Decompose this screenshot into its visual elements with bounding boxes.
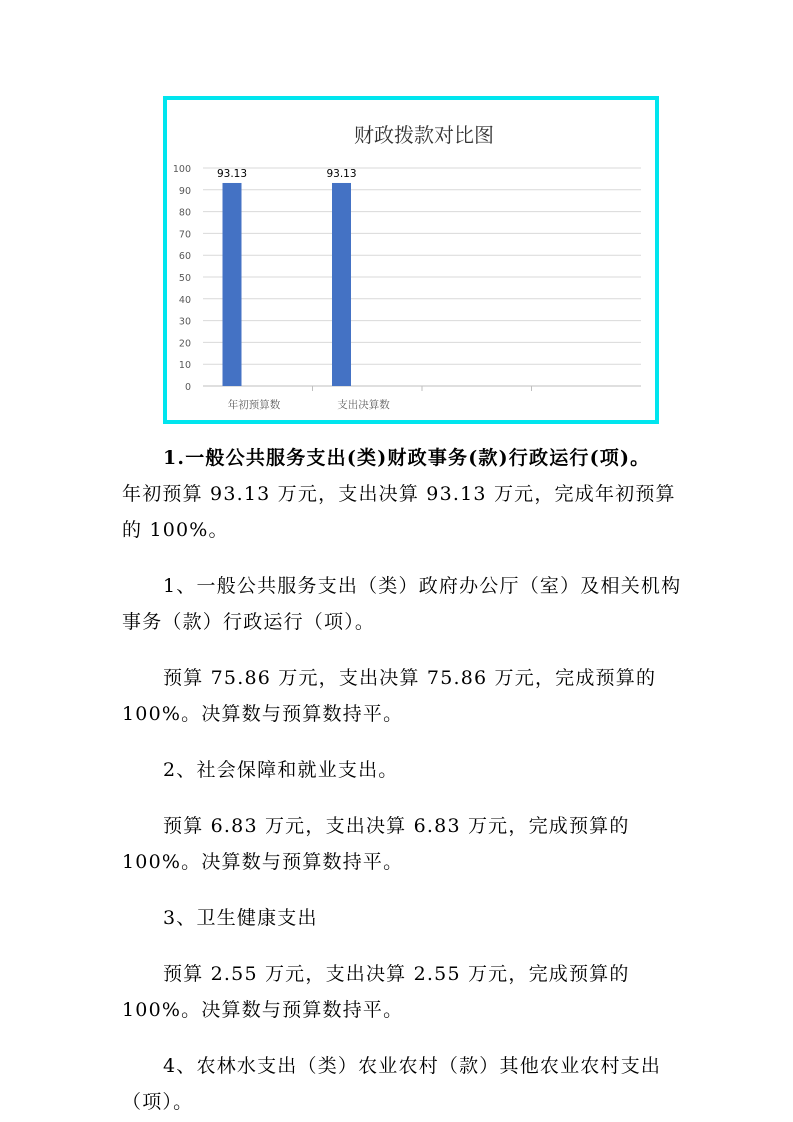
paragraph-2: 年初预算 93.13 万元，支出决算 93.13 万元，完成年初预算的 100%。 (122, 483, 676, 541)
bar-0 (223, 183, 242, 386)
bar-1 (332, 183, 351, 386)
y-tick-label-50: 50 (178, 273, 191, 284)
body-text (122, 440, 682, 1120)
y-tick-label-70: 70 (178, 229, 191, 241)
y-tick-label-40: 40 (178, 294, 191, 306)
y-tick-label-20: 20 (178, 338, 191, 350)
x-tick-label-0: 年初预算数 (227, 399, 281, 411)
paragraph-3: 1、一般公共服务支出（类）政府办公厅（室）及相关机构事务（款）行政运行（项）。 (122, 575, 682, 633)
paragraph-6: 预算 6.83 万元，支出决算 6.83 万元，完成预算的 100%。决算数与预算数持平。 (122, 815, 630, 873)
y-tick-label-100: 100 (172, 164, 191, 175)
paragraph-9: 4、农林水支出（类）农业农村（款）其他农业农村支出（项）。 (122, 1055, 662, 1113)
paragraph-7: 3、卫生健康支出 (163, 907, 318, 929)
y-tick-label-30: 30 (178, 316, 191, 328)
paragraph-1: 1.一般公共服务支出(类)财政事务(款)行政运行(项)。 (163, 447, 651, 469)
y-tick-label-10: 10 (178, 360, 191, 372)
y-tick-label-0: 0 (184, 382, 191, 393)
data-label-0: 93.13 (216, 167, 248, 180)
paragraph-5: 2、社会保障和就业支出。 (163, 759, 399, 781)
paragraph-8: 预算 2.55 万元，支出决算 2.55 万元，完成预算的 100%。决算数与预算数持平。 (122, 963, 630, 1021)
data-label-1: 93.13 (326, 167, 357, 180)
y-tick-label-60: 60 (178, 251, 191, 263)
finance-chart (163, 96, 659, 424)
chart-title: 财政拨款对比图 (354, 123, 494, 147)
x-tick-label-1: 支出决算数 (337, 399, 390, 411)
chart-svg (167, 100, 655, 420)
paragraph-4: 预算 75.86 万元，支出决算 75.86 万元，完成预算的 100%。决算数与预算数持平。 (122, 667, 657, 725)
y-tick-label-80: 80 (178, 207, 191, 219)
y-tick-label-90: 90 (178, 185, 191, 197)
